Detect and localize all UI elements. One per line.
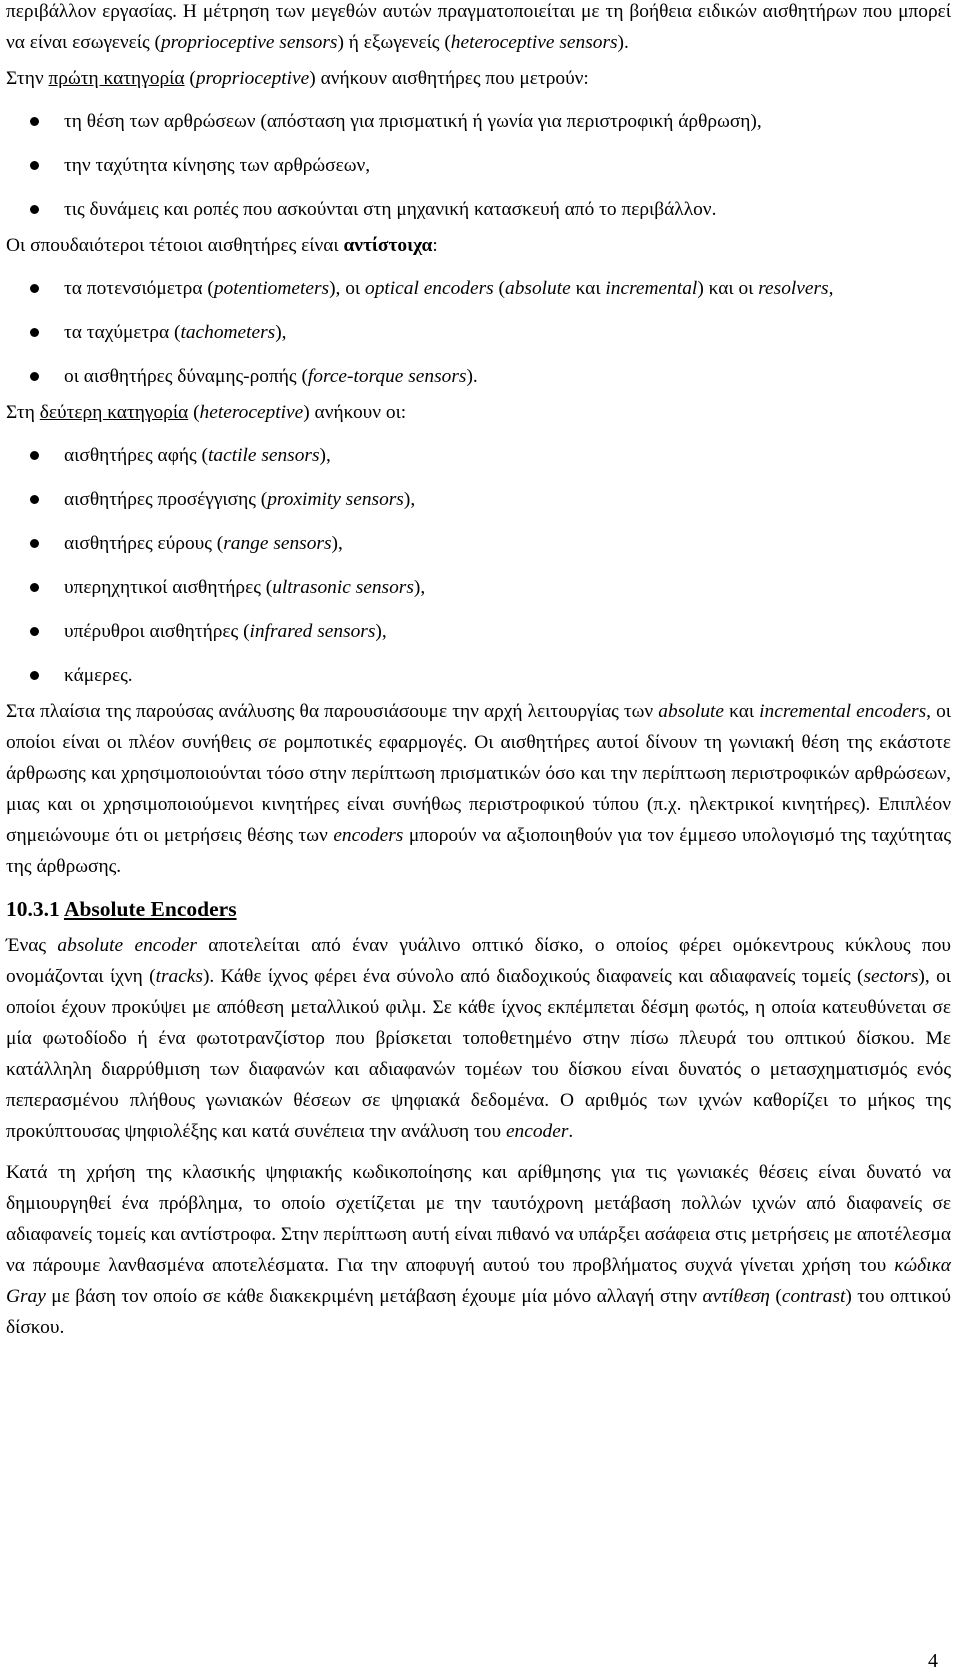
- text-run: (: [493, 278, 506, 299]
- text-run: ) ανήκουν αισθητήρες που μετρούν:: [309, 68, 589, 89]
- text-run: ) ανήκουν οι:: [303, 402, 407, 423]
- text-run: ),: [375, 621, 387, 642]
- list-item: [6, 273, 951, 304]
- bullet-icon: [30, 451, 39, 460]
- list-item: [6, 150, 951, 181]
- list-main-sensors: [6, 273, 951, 392]
- text-run: Οι σπουδαιότεροι τέτοιοι αισθητήρες είναι: [6, 235, 344, 256]
- text-run: ,: [828, 278, 834, 299]
- text-run: και: [570, 278, 606, 299]
- paragraph-first-category: [6, 63, 951, 94]
- page-number: 4: [928, 1650, 938, 1672]
- term-force-torque-sensors: force-torque sensors: [307, 366, 467, 387]
- term-potentiometers: potentiometers: [213, 278, 330, 299]
- text-run: αισθητήρες αφής (: [64, 445, 209, 466]
- text-run: ),: [413, 577, 426, 598]
- paragraph-gray-code: [6, 1157, 951, 1343]
- list-item: [6, 528, 951, 559]
- text-run: υπερηχητικοί αισθητήρες (: [64, 577, 273, 598]
- section-heading: [6, 892, 951, 926]
- text-run: μπορούν να αξιοποιηθούν για τον έμμεσο υπολογισμό της ταχύτητας της άρθρωσης.: [6, 825, 951, 877]
- section-title: Absolute Encoders: [63, 897, 237, 921]
- paragraph-encoders-overview: [6, 696, 951, 882]
- list-item: [6, 106, 951, 137]
- term-proprioceptive-sensors: proprioceptive sensors: [160, 32, 338, 53]
- paragraph-second-category: [6, 397, 951, 428]
- text-run: και: [724, 701, 760, 722]
- list-item: [6, 572, 951, 603]
- text-run: ) του οπτικού δίσκου.: [6, 1286, 951, 1338]
- text-run: ), οι: [329, 278, 365, 299]
- term-incremental-encoders: incremental encoders: [759, 701, 927, 722]
- text-run: αποτελείται από έναν γυάλινο οπτικό δίσκο, ο οποίος φέρει ομόκεντρους κύκλους που ονομάζονται ίχνη (: [6, 935, 951, 987]
- text-run: ).: [617, 32, 629, 53]
- text-run: αισθητήρες εύρους (: [64, 533, 224, 554]
- paragraph-intro: [6, 0, 951, 58]
- bullet-icon: [30, 161, 39, 170]
- section-number: 10.3.1: [6, 897, 64, 921]
- term-contrast-greek: αντίθεση: [702, 1286, 770, 1307]
- text-run: ).: [466, 366, 478, 387]
- bullet-icon: [30, 372, 39, 381]
- term-encoders: encoders: [333, 825, 404, 846]
- text-run: Στην: [6, 68, 49, 89]
- bullet-icon: [30, 205, 39, 214]
- list-item-text: τις δυνάμεις και ροπές που ασκούνται στη μηχανική κατασκευή από το περιβάλλον.: [64, 199, 717, 220]
- text-run: τα ταχύμετρα (: [64, 322, 181, 343]
- list-item: [6, 616, 951, 647]
- term-proximity-sensors: proximity sensors: [267, 489, 404, 510]
- term-optical-encoders: optical encoders: [365, 278, 494, 299]
- text-run: (: [184, 68, 196, 89]
- bullet-icon: [30, 627, 39, 636]
- list-item: [6, 194, 951, 225]
- term-contrast: contrast: [781, 1286, 846, 1307]
- term-resolvers: resolvers: [758, 278, 829, 299]
- term-absolute: absolute: [505, 278, 571, 299]
- text-run: ) ή εξωγενείς (: [337, 32, 451, 53]
- underlined-first-category: πρώτη κατηγορία: [48, 68, 185, 89]
- bullet-icon: [30, 495, 39, 504]
- bullet-icon: [30, 328, 39, 337]
- underlined-second-category: δεύτερη κατηγορία: [39, 402, 189, 423]
- list-first-category: [6, 106, 951, 225]
- term-tracks: tracks: [155, 966, 203, 987]
- bold-respectively: αντίστοιχα: [343, 235, 433, 256]
- bullet-icon: [30, 583, 39, 592]
- text-run: ),: [319, 445, 331, 466]
- list-item: [6, 317, 951, 348]
- text-run: Κατά τη χρήση της κλασικής ψηφιακής κωδικοποίησης και αρίθμησης για τις γωνιακές θέσεις είναι δυνατό να δημιουργηθεί ένα πρόβλημα, το οποίο σχετίζεται με την ταυτόχρονη μετάβαση πολλών ιχνών από διαφανείς σε αδιαφανείς τομείς και αντίστροφα. Στην περίπτωση αυτή είναι πιθανό να υπάρξει ασάφεια στις μετρήσεις με αποτέλεσμα να πάρουμε λανθασμένα αποτελέσματα. Για την αποφυγή αυτού του προβλήματος συχνά γίνεται χρήση του: [6, 1162, 951, 1276]
- text-run: ) και οι: [697, 278, 759, 299]
- paragraph-absolute-encoder-description: [6, 930, 951, 1147]
- text-run: ),: [275, 322, 287, 343]
- text-run: Στα πλαίσια της παρούσας ανάλυσης θα παρουσιάσουμε την αρχή λειτουργίας των: [6, 701, 659, 722]
- text-run: Ένας: [6, 935, 58, 956]
- text-run: (: [188, 402, 200, 423]
- term-absolute-encoder: absolute encoder: [57, 935, 197, 956]
- text-run: (: [769, 1286, 782, 1307]
- text-run: , οι οποίοι είναι οι πλέον συνήθεις σε ρομποτικές εφαρμογές. Οι αισθητήρες αυτοί δίνουν τη γωνιακή θέση της εκάστοτε άρθρωσης και χρησιμοποιούνται τόσο στην περίπτωση πρισματικών όσο και την περίπτωση περιστροφικών αρθρώσεων, μιας και οι χρησιμοποιούμενοι κινητήρες είναι συνήθως περιστροφικού τύπου (π.χ. ηλεκτρικοί κινητήρες). Επιπλέον σημειώνουμε ότι οι μετρήσεις θέσης των: [6, 701, 952, 846]
- paragraph-main-sensors: [6, 230, 951, 261]
- list-item: [6, 484, 951, 515]
- text-run: ),: [331, 533, 343, 554]
- list-item: [6, 361, 951, 392]
- term-tachometers: tachometers: [180, 322, 276, 343]
- text-run: Στη: [6, 402, 40, 423]
- text-run: ),: [403, 489, 416, 510]
- term-ultrasonic-sensors: ultrasonic sensors: [272, 577, 414, 598]
- bullet-icon: [30, 284, 39, 293]
- term-sectors: sectors: [863, 966, 919, 987]
- term-absolute: absolute: [658, 701, 725, 722]
- list-item: [6, 660, 951, 691]
- text-run: αισθητήρες προσέγγισης (: [64, 489, 268, 510]
- list-item: [6, 440, 951, 471]
- term-proprioceptive: proprioceptive: [195, 68, 310, 89]
- text-run: υπέρυθροι αισθητήρες (: [64, 621, 250, 642]
- list-item-text: την ταχύτητα κίνησης των αρθρώσεων,: [64, 155, 371, 176]
- bullet-icon: [30, 117, 39, 126]
- text-run: τα ποτενσιόμετρα (: [64, 278, 214, 299]
- text-run: περιβάλλον εργασίας. Η μέτρηση των μεγεθών αυτών πραγματοποιείται με τη βοήθεια ειδικών αισθητήρων που μπορεί να είναι εσωγενείς (: [6, 1, 951, 53]
- bullet-icon: [30, 539, 39, 548]
- term-heteroceptive-sensors: heteroceptive sensors: [450, 32, 618, 53]
- text-run: .: [568, 1121, 574, 1142]
- page-content: [6, 0, 951, 1343]
- term-heteroceptive: heteroceptive: [199, 402, 304, 423]
- list-second-category: [6, 440, 951, 691]
- bullet-icon: [30, 671, 39, 680]
- term-tactile-sensors: tactile sensors: [208, 445, 320, 466]
- text-run: οι αισθητήρες δύναμης-ροπής (: [64, 366, 308, 387]
- term-gray-code: κώδικα Gray: [6, 1255, 951, 1307]
- text-run: :: [432, 235, 438, 256]
- term-incremental: incremental: [605, 278, 698, 299]
- text-run: ). Κάθε ίχνος φέρει ένα σύνολο από διαδοχικούς διαφανείς και αδιαφανείς τομείς (: [202, 966, 864, 987]
- text-run: με βάση τον οποίο σε κάθε διακεκριμένη μετάβαση έχουμε μία μόνο αλλαγή στην: [45, 1286, 703, 1307]
- text-run: ), οι οποίοι έχουν προκύψει με απόθεση μεταλλικού φιλμ. Σε κάθε ίχνος εκπέμπεται δέσμη φωτός, η οποία κατευθύνεται σε μία φωτοδίοδο ή ένα φωτοτρανζίστορ που βρίσκεται τοποθετημένο στην πίσω πλευρά του οπτικού δίσκου. Με κατάλληλη διαρρύθμιση των διαφανών και αδιαφανών τομέων του δίσκου είναι δυνατός ο μετασχηματισμός ενός πεπερασμένου πλήθους γωνιακών θέσεων σε ψηφιακά δεδομένα. Ο αριθμός των ιχνών καθορίζει το μήκος της προκύπτουσας ψηφιολέξης και κατά συνέπεια την ανάλυση του: [6, 966, 951, 1142]
- list-item-text: τη θέση των αρθρώσεων (απόσταση για πρισματική ή γωνία για περιστροφική άρθρωση),: [64, 111, 762, 132]
- term-range-sensors: range sensors: [223, 533, 332, 554]
- term-encoder: encoder: [505, 1121, 569, 1142]
- term-infrared-sensors: infrared sensors: [249, 621, 376, 642]
- text-run: κάμερες.: [64, 665, 133, 686]
